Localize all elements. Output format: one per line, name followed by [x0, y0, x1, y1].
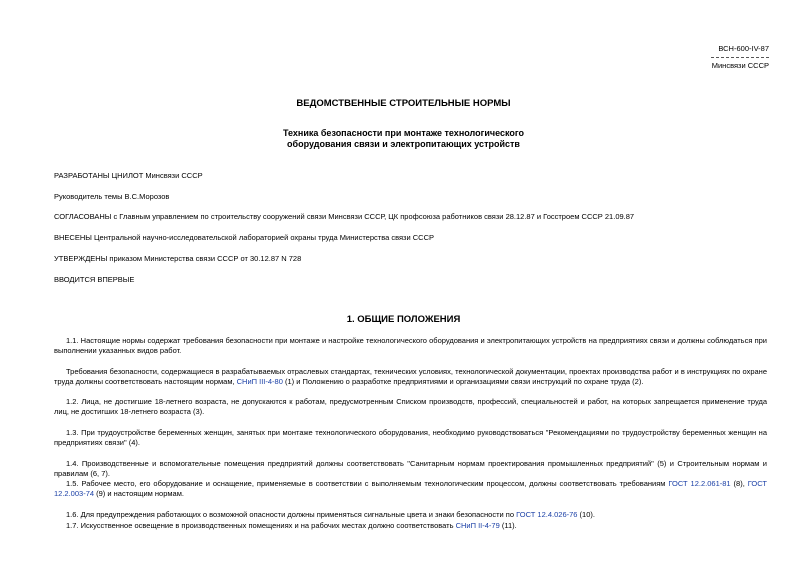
link-gost-12-2-061-81[interactable]: ГОСТ 12.2.061-81 [668, 479, 731, 488]
paragraph-1-7 [54, 521, 767, 531]
paragraph-text: (1) и Положению о разработке предприятиями и организациями связи инструкций по охране труда (2). [282, 377, 644, 386]
document-subtitle [0, 128, 807, 150]
meta-first-introduced: ВВОДИТСЯ ВПЕРВЫЕ [54, 275, 135, 284]
meta-introduced: ВНЕСЕНЫ Центральной научно-исследовательской лабораторией охраны труда Министерства связи СССР [54, 233, 435, 242]
document-code: ВСН-600-IV-87 [718, 44, 769, 53]
link-snip-ii-4-79[interactable]: СНиП II-4-79 [455, 521, 500, 530]
paragraph-text: 1.7. Искусственное освещение в производственных помещениях и на рабочих местах должно соответствовать [66, 521, 456, 530]
document-header [649, 44, 769, 71]
paragraph-1-6 [54, 510, 767, 520]
paragraph-text: 1.5. Рабочее место, его оборудование и оснащение, применяемые в соответствии с выполняемым технологическим процессом, должны соответствовать требованиям [66, 479, 669, 488]
paragraph-text: (10). [577, 510, 595, 519]
header-divider [711, 57, 769, 58]
paragraph-requirements [54, 367, 767, 387]
paragraph-1-5 [54, 479, 767, 499]
subtitle-line-2: оборудования связи и электропитающих устройств [287, 139, 520, 149]
link-gost-12-2-003-74[interactable]: ГОСТ 12.2.003-74 [54, 479, 767, 498]
paragraph-text: Требования безопасности, содержащиеся в разрабатываемых отраслевых стандартах, технических условиях, технологической документации, проектах производства работ и в инструкциях по охране труда должны соответствовать настоящим нормам, [54, 367, 767, 386]
paragraph-1-1: 1.1. Настоящие нормы содержат требования безопасности при монтаже и настройке технологического оборудования и электропитающих устройств на предприятиях связи и должны соблюдаться при выполнении указанных видов работ. [54, 336, 767, 355]
paragraph-1-4: 1.4. Производственные и вспомогательные помещения предприятий должны соответствовать "Санитарным нормам проектирования промышленных предприятий" (5) и Строительным нормам и правилам (6, 7). [54, 459, 767, 478]
paragraph-1-2: 1.2. Лица, не достигшие 18-летнего возраста, не допускаются к работам, предусмотренным Списком производств, профессий, специальностей и работ, на которых запрещается применение труда лиц, не достигших 18-летнего возраста (3). [54, 397, 767, 416]
link-snip-iii-4-80[interactable]: СНиП III-4-80 [236, 377, 283, 386]
meta-developed: РАЗРАБОТАНЫ ЦНИЛОТ Минсвязи СССР [54, 171, 203, 180]
meta-approved: УТВЕРЖДЕНЫ приказом Министерства связи СССР от 30.12.87 N 728 [54, 254, 302, 263]
issuing-organization: Минсвязи СССР [711, 61, 769, 70]
paragraph-text: (9) и настоящим нормам. [94, 489, 184, 498]
document-title: ВЕДОМСТВЕННЫЕ СТРОИТЕЛЬНЫЕ НОРМЫ [296, 98, 511, 109]
paragraph-text: 1.6. Для предупреждения работающих о возможной опасности должны применяться сигнальные цвета и знаки безопасности по [66, 510, 517, 519]
link-gost-12-4-026-76[interactable]: ГОСТ 12.4.026-76 [516, 510, 578, 519]
paragraph-1-3: 1.3. При трудоустройстве беременных женщин, занятых при монтаже технологического оборудования, необходимо руководствоваться "Рекомендациями по трудоустройству беременных женщин на предприятиях связи" (4). [54, 428, 767, 447]
section-title: 1. ОБЩИЕ ПОЛОЖЕНИЯ [346, 314, 461, 325]
paragraph-text: (8), [730, 479, 748, 488]
meta-head: Руководитель темы В.С.Морозов [54, 192, 170, 201]
subtitle-line-1: Техника безопасности при монтаже технологического [282, 128, 525, 138]
paragraph-text: (11). [499, 521, 517, 530]
meta-agreed: СОГЛАСОВАНЫ с Главным управлением по строительству сооружений связи Минсвязи СССР, ЦК профсоюза работников связи 28.12.87 и Госстроем СССР 21.09.87 [54, 212, 635, 221]
